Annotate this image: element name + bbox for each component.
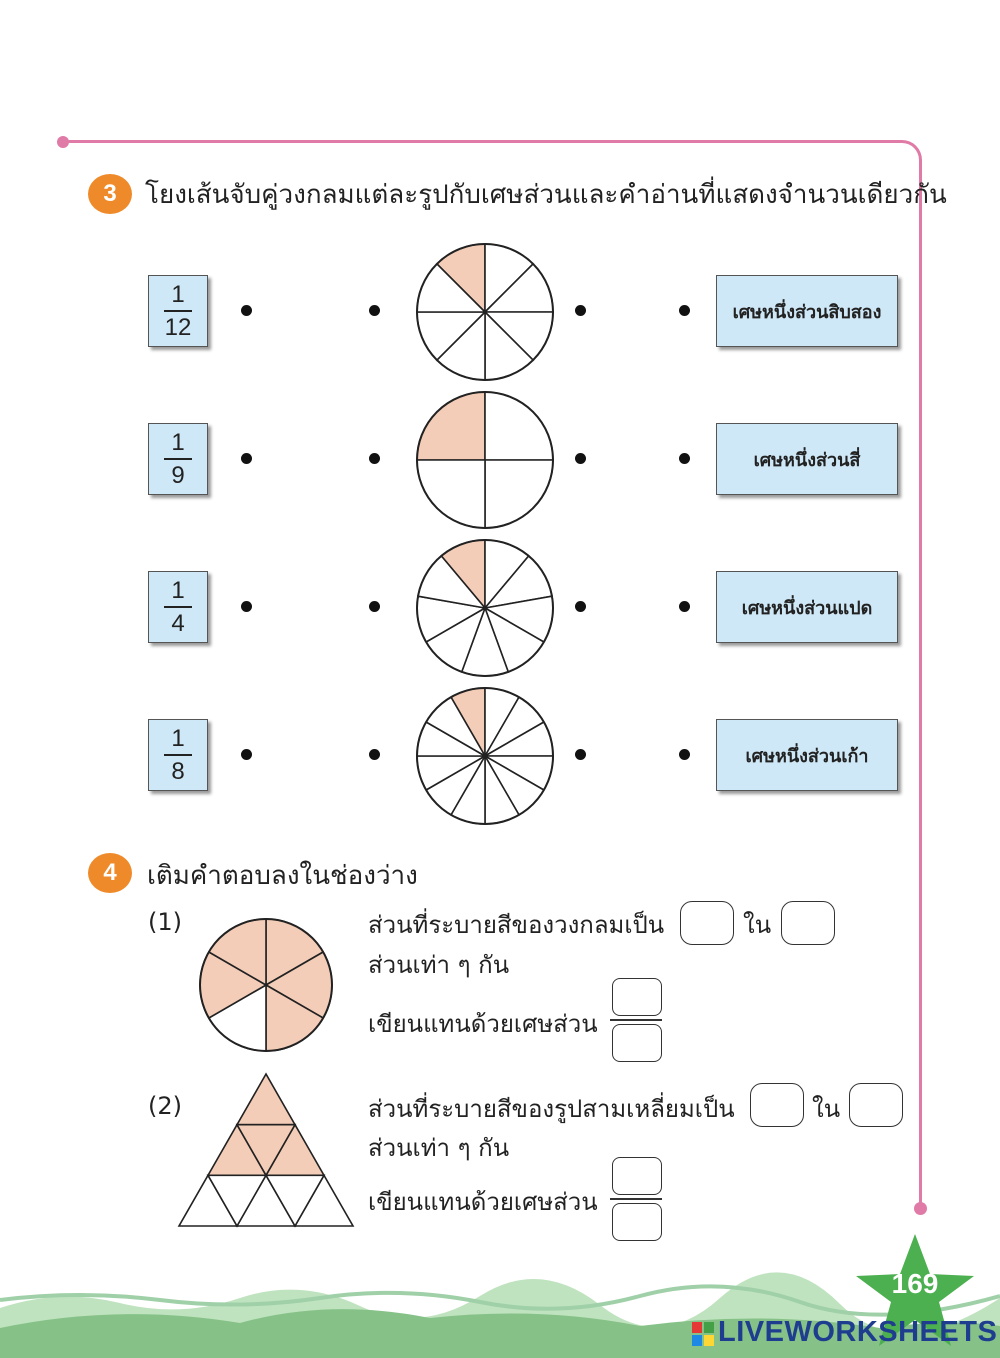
fraction-circle (412, 239, 558, 385)
frame-top-line (62, 140, 902, 143)
fraction-card (148, 423, 208, 495)
exercise-3-badge: 3 (88, 174, 132, 214)
brand-name: LIVEWORKSHEETS (718, 1316, 998, 1348)
fraction-numerator: 1 (171, 280, 185, 308)
fraction-card (148, 275, 208, 347)
circle-left-dot[interactable] (369, 453, 380, 464)
fraction-circle (412, 387, 558, 533)
item-1-fraction-bar (610, 1019, 662, 1021)
item-2-line1: ส่วนที่ระบายสีของรูปสามเหลี่ยมเป็น (368, 1095, 735, 1123)
word-card: เศษหนึ่งส่วนสิบสอง (716, 275, 898, 347)
item-1-line1: ส่วนที่ระบายสีของวงกลมเป็น (368, 911, 665, 939)
fraction-bar (164, 458, 192, 460)
item-1-line2: ส่วนเท่า ๆ กัน (368, 951, 510, 979)
frame-top-dot (57, 136, 69, 148)
fraction-denominator: 8 (171, 757, 185, 785)
fraction-denominator: 9 (171, 461, 185, 489)
page-number: 169 (891, 1268, 939, 1299)
item-1-label: (1) (148, 908, 182, 936)
fraction-bar (164, 754, 192, 756)
shaded-triangle (237, 1074, 295, 1125)
item-2-fraction-bar (610, 1198, 662, 1200)
word-dot[interactable] (679, 305, 690, 316)
fraction-dot[interactable] (241, 453, 252, 464)
item-1-line3: เขียนแทนด้วยเศษส่วน (368, 1010, 598, 1038)
circle-left-dot[interactable] (369, 749, 380, 760)
fraction-circle (412, 683, 558, 829)
circle-right-dot[interactable] (575, 601, 586, 612)
circle-left-dot[interactable] (369, 601, 380, 612)
item-1-total-parts-input[interactable] (781, 901, 835, 945)
item-2-denominator-input[interactable] (612, 1203, 662, 1241)
fraction-dot[interactable] (241, 749, 252, 760)
item-1-connector: ใน (743, 911, 772, 939)
item-2-numerator-input[interactable] (612, 1157, 662, 1195)
item-1-numerator-input[interactable] (612, 978, 662, 1016)
fraction-denominator: 12 (164, 313, 192, 341)
fraction-bar (164, 310, 192, 312)
item-2-total-parts-input[interactable] (849, 1083, 903, 1127)
frame-right-line (919, 178, 922, 1208)
exercise-4-badge: 4 (88, 853, 132, 893)
item-1-circle (196, 915, 336, 1055)
item-2-line2: ส่วนเท่า ๆ กัน (368, 1134, 510, 1162)
fraction-card (148, 719, 208, 791)
word-card: เศษหนึ่งส่วนแปด (716, 571, 898, 643)
item-1-parts-shaded-input[interactable] (680, 901, 734, 945)
exercise-3-instruction: โยงเส้นจับคู่วงกลมแต่ละรูปกับเศษส่วนและคำอ่านที่แสดงจำนวนเดียวกัน (145, 180, 947, 210)
word-card: เศษหนึ่งส่วนสี่ (716, 423, 898, 495)
item-2-triangle (176, 1071, 356, 1229)
fraction-circle (412, 535, 558, 681)
circle-left-dot[interactable] (369, 305, 380, 316)
fraction-numerator: 1 (171, 724, 185, 752)
fraction-dot[interactable] (241, 601, 252, 612)
word-dot[interactable] (679, 453, 690, 464)
fraction-dot[interactable] (241, 305, 252, 316)
item-1-denominator-input[interactable] (612, 1024, 662, 1062)
word-dot[interactable] (679, 601, 690, 612)
exercise-4-instruction: เติมคำตอบลงในช่องว่าง (147, 861, 418, 891)
item-2-connector: ใน (812, 1095, 841, 1123)
word-dot[interactable] (679, 749, 690, 760)
fraction-card (148, 571, 208, 643)
circle-right-dot[interactable] (575, 749, 586, 760)
item-2-line3: เขียนแทนด้วยเศษส่วน (368, 1188, 598, 1216)
frame-bottom-dot (914, 1202, 927, 1215)
brand-logo-icon (692, 1322, 714, 1346)
fraction-denominator: 4 (171, 609, 185, 637)
item-2-parts-shaded-input[interactable] (750, 1083, 804, 1127)
word-card: เศษหนึ่งส่วนเก้า (716, 719, 898, 791)
fraction-numerator: 1 (171, 576, 185, 604)
fraction-bar (164, 606, 192, 608)
circle-right-dot[interactable] (575, 305, 586, 316)
item-2-label: (2) (148, 1092, 182, 1120)
fraction-numerator: 1 (171, 428, 185, 456)
circle-right-dot[interactable] (575, 453, 586, 464)
